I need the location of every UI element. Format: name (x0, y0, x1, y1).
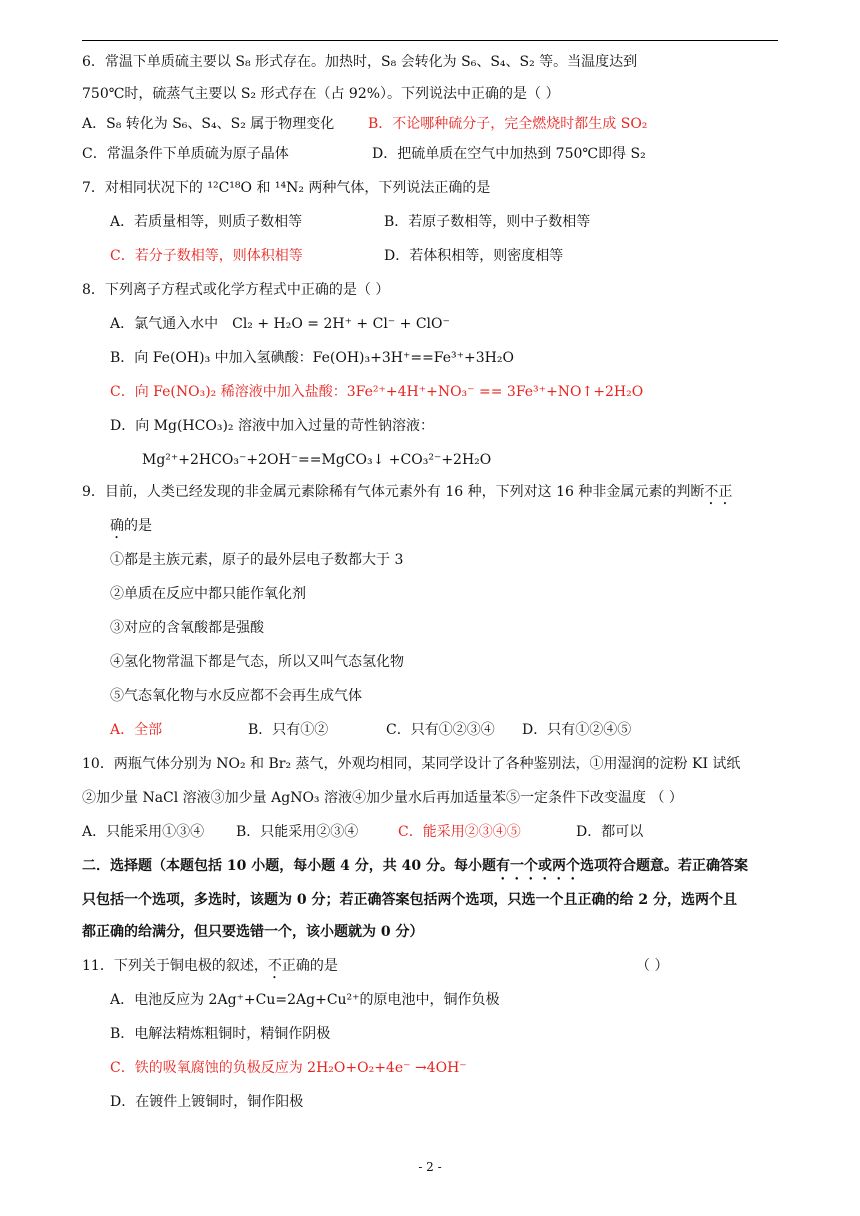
q11-stem-text: 11．下列关于铜电极的叙述， (82, 958, 268, 974)
q10-option-b: B．只能采用②③④ (236, 824, 359, 840)
q11-stem (82, 956, 338, 982)
section2-heading-line1 (82, 856, 748, 883)
q9-statement-3: ③对应的含氧酸都是强酸 (110, 620, 264, 636)
section2-emphasis: 有一个或两个 (495, 858, 580, 874)
q9-statement-2: ②单质在反应中都只能作氧化剂 (110, 586, 306, 602)
q9-option-b: B．只有①② (248, 722, 329, 738)
q9-stem-end: 的是 (124, 518, 152, 534)
q9-emphasis-1: 不正 (704, 484, 733, 500)
q10-option-d: D．都可以 (576, 824, 644, 840)
q9-emphasis-2: 确 (110, 518, 124, 534)
q8-option-d-equation: Mg²⁺+2HCO₃⁻+2OH⁻==MgCO₃↓ +CO₃²⁻+2H₂O (142, 452, 492, 468)
q11-option-c: C．铁的吸氧腐蚀的负极反应为 2H₂O+O₂+4e⁻ →4OH⁻ (110, 1060, 467, 1076)
q9-option-d: D．只有①②④⑤ (522, 722, 632, 738)
q6-option-b: B．不论哪种硫分子，完全燃烧时都生成 SO₂ (368, 116, 648, 132)
q9-statement-1: ①都是主族元素，原子的最外层电子数都大于 3 (110, 552, 404, 568)
q6-option-d: D．把硫单质在空气中加热到 750℃即得 S₂ (372, 146, 646, 162)
q6-option-c: C．常温条件下单质硫为原子晶体 (82, 146, 289, 162)
q9-stem-line2 (110, 516, 152, 542)
q10-stem-line2: ②加少量 NaCl 溶液③加少量 AgNO₃ 溶液④加少量水后再加适量苯⑤一定条件下改变温度 （ ） (82, 790, 683, 806)
q7-option-d: D．若体积相等，则密度相等 (384, 248, 564, 264)
page-number: - 2 - (418, 1160, 442, 1174)
q8-option-b: B．向 Fe(OH)₃ 中加入氢碘酸：Fe(OH)₃+3H⁺==Fe³⁺+3H₂O (110, 350, 514, 366)
q11-option-d: D．在镀件上镀铜时，铜作阳极 (110, 1094, 304, 1110)
q11-option-a: A．电池反应为 2Ag⁺+Cu=2Ag+Cu²⁺的原电池中，铜作负极 (110, 992, 500, 1008)
section2-text-b: 选项符合题意。若正确答案 (579, 858, 748, 874)
header-rule (82, 40, 778, 41)
section2-heading-line3: 都正确的给满分，但只要选错一个，该小题就为 0 分） (82, 924, 424, 940)
q8-option-c: C．向 Fe(NO₃)₂ 稀溶液中加入盐酸：3Fe²⁺+4H⁺+NO₃⁻ == 3Fe³⁺+NO↑+2H₂O (110, 384, 644, 400)
q6-stem-line1: 6．常温下单质硫主要以 S₈ 形式存在。加热时，S₈ 会转化为 S₆、S₄、S₂ 等。当温度达到 (82, 54, 638, 70)
q8-option-a: A．氯气通入水中 Cl₂ + H₂O = 2H⁺ + Cl⁻ + ClO⁻ (110, 316, 450, 332)
q6-option-a: A．S₈ 转化为 S₆、S₄、S₂ 属于物理变化 (82, 116, 335, 132)
q7-option-c: C．若分子数相等，则体积相等 (110, 248, 303, 264)
q11-stem-end: 正确的是 (281, 958, 338, 974)
q9-stem-text: 9．目前，人类已经发现的非金属元素除稀有气体元素外有 16 种，下列对这 16 种非金属元素的判断 (82, 484, 705, 500)
q9-statement-4: ④氢化物常温下都是气态，所以又叫气态氢化物 (110, 654, 404, 670)
q8-option-d: D．向 Mg(HCO₃)₂ 溶液中加入过量的苛性钠溶液： (110, 418, 434, 434)
q9-statement-5: ⑤气态氧化物与水反应都不会再生成气体 (110, 688, 362, 704)
q10-option-a: A．只能采用①③④ (82, 824, 205, 840)
section2-text-a: 二．选择题（本题包括 10 小题，每小题 4 分，共 40 分。每小题 (82, 858, 496, 874)
section2-heading-line2: 只包括一个选项，多选时，该题为 0 分；若正确答案包括两个选项，只选一个且正确的给 2 分，选两个且 (82, 892, 737, 908)
q6-stem-line2: 750℃时，硫蒸气主要以 S₂ 形式存在（占 92%）。下列说法中正确的是（ ） (82, 86, 560, 102)
q11-option-b: B．电解法精炼粗铜时，精铜作阴极 (110, 1026, 331, 1042)
q7-option-a: A．若质量相等，则质子数相等 (110, 214, 303, 230)
q8-stem: 8．下列离子方程式或化学方程式中正确的是（ ） (82, 282, 390, 298)
q11-answer-paren: （ ） (636, 958, 669, 974)
q10-option-c: C．能采用②③④⑤ (398, 824, 521, 840)
q10-stem-line1: 10．两瓶气体分别为 NO₂ 和 Br₂ 蒸气，外观均相同，某同学设计了各种鉴别法，①用湿润的淀粉 KI 试纸 (82, 756, 741, 772)
q11-emphasis: 不 (267, 958, 282, 974)
q9-option-c: C．只有①②③④ (386, 722, 495, 738)
q7-stem: 7．对相同状况下的 ¹²C¹⁸O 和 ¹⁴N₂ 两种气体，下列说法正确的是 (82, 180, 491, 196)
q9-option-a: A．全部 (110, 722, 163, 738)
q9-stem-line1 (82, 482, 732, 508)
q7-option-b: B．若原子数相等，则中子数相等 (384, 214, 591, 230)
